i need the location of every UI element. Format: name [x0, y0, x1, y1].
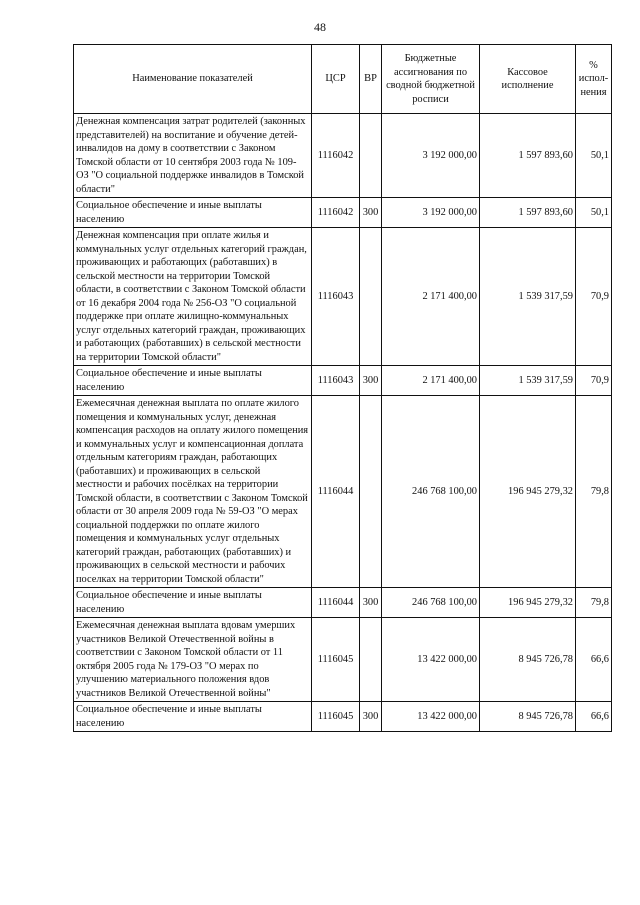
cell-percent: 70,9 — [576, 228, 612, 366]
cell-cash: 1 597 893,60 — [480, 114, 576, 198]
cell-budget: 246 768 100,00 — [382, 588, 480, 618]
cell-vr: 300 — [360, 702, 382, 732]
cell-csr: 1116045 — [312, 618, 360, 702]
cell-percent: 66,6 — [576, 702, 612, 732]
cell-budget: 3 192 000,00 — [382, 114, 480, 198]
cell-csr: 1116043 — [312, 228, 360, 366]
table-row — [74, 228, 612, 366]
cell-vr: 300 — [360, 588, 382, 618]
cell-vr — [360, 618, 382, 702]
table-row — [74, 588, 612, 618]
cell-name: Социальное обеспечение и иные выплаты населению — [74, 366, 312, 396]
header-name: Наименование показателей — [74, 45, 312, 114]
cell-percent: 70,9 — [576, 366, 612, 396]
cell-cash: 196 945 279,32 — [480, 588, 576, 618]
cell-percent: 50,1 — [576, 198, 612, 228]
cell-cash: 196 945 279,32 — [480, 396, 576, 588]
cell-budget: 13 422 000,00 — [382, 618, 480, 702]
table-row — [74, 618, 612, 702]
cell-vr: 300 — [360, 198, 382, 228]
cell-name: Ежемесячная денежная выплата вдовам умерших участников Великой Отечественной войны в соответствии с Законом Томской области от 11 октября 2005 года № 179-ОЗ "О мерах по улучшению материального положения вдов участников Великой Отечественной войны" — [74, 618, 312, 702]
cell-csr: 1116044 — [312, 396, 360, 588]
table-row — [74, 366, 612, 396]
cell-percent: 79,8 — [576, 588, 612, 618]
cell-name: Денежная компенсация при оплате жилья и коммунальных услуг отдельных категорий граждан, проживающих и работающих (работавших) в сельской местности на территории Томской области, в соответствии с Законом Томской области от 16 декабря 2004 года № 256-ОЗ "О социальной поддержке при оплате жилищно-коммунальных услуг отдельных категорий граждан, проживающих и работающих (работавших) в сельской местности на территории Томской области" — [74, 228, 312, 366]
cell-vr — [360, 228, 382, 366]
table-row — [74, 396, 612, 588]
header-cash: Кассовое исполнение — [480, 45, 576, 114]
cell-csr: 1116044 — [312, 588, 360, 618]
cell-cash: 1 539 317,59 — [480, 366, 576, 396]
table-header-row — [74, 45, 612, 114]
cell-cash: 8 945 726,78 — [480, 702, 576, 732]
cell-csr: 1116042 — [312, 198, 360, 228]
table-row — [74, 702, 612, 732]
cell-cash: 8 945 726,78 — [480, 618, 576, 702]
table-row — [74, 198, 612, 228]
cell-name: Ежемесячная денежная выплата по оплате жилого помещения и коммунальных услуг, денежная компенсация расходов на оплату жилого помещения и коммунальных услуг и компенсационная доплата отдельным категориям граждан, работающих (работавших) и проживающих в сельской местности и рабочих посёлках на территории Томской области, в соответствии с Законом Томской области от 30 апреля 2009 года № 59-ОЗ "О мерах социальной поддержки по оплате жилого помещения и коммунальных услуг отдельных категорий граждан, работающих (работавших) и проживающих в сельской местности и рабочих поселках на территории Томской области" — [74, 396, 312, 588]
cell-name: Денежная компенсация затрат родителей (законных представителей) на воспитание и обучение детей-инвалидов на дому в соответствии с Законом Томской области от 10 сентября 2003 года № 109-ОЗ "О социальной поддержке инвалидов в Томской области" — [74, 114, 312, 198]
header-percent: % испол-нения — [576, 45, 612, 114]
cell-csr: 1116042 — [312, 114, 360, 198]
cell-percent: 66,6 — [576, 618, 612, 702]
header-csr: ЦСР — [312, 45, 360, 114]
cell-csr: 1116043 — [312, 366, 360, 396]
header-budget: Бюджетные ассигнования по сводной бюджетной росписи — [382, 45, 480, 114]
cell-csr: 1116045 — [312, 702, 360, 732]
cell-percent: 50,1 — [576, 114, 612, 198]
budget-table — [73, 44, 612, 732]
header-vr: ВР — [360, 45, 382, 114]
cell-name: Социальное обеспечение и иные выплаты населению — [74, 198, 312, 228]
cell-name: Социальное обеспечение и иные выплаты населению — [74, 588, 312, 618]
cell-vr — [360, 396, 382, 588]
cell-vr: 300 — [360, 366, 382, 396]
cell-budget: 246 768 100,00 — [382, 396, 480, 588]
cell-budget: 3 192 000,00 — [382, 198, 480, 228]
cell-vr — [360, 114, 382, 198]
cell-cash: 1 597 893,60 — [480, 198, 576, 228]
cell-budget: 2 171 400,00 — [382, 228, 480, 366]
table-row — [74, 114, 612, 198]
cell-percent: 79,8 — [576, 396, 612, 588]
cell-name: Социальное обеспечение и иные выплаты населению — [74, 702, 312, 732]
cell-budget: 13 422 000,00 — [382, 702, 480, 732]
page-number: 48 — [314, 20, 326, 34]
cell-budget: 2 171 400,00 — [382, 366, 480, 396]
cell-cash: 1 539 317,59 — [480, 228, 576, 366]
